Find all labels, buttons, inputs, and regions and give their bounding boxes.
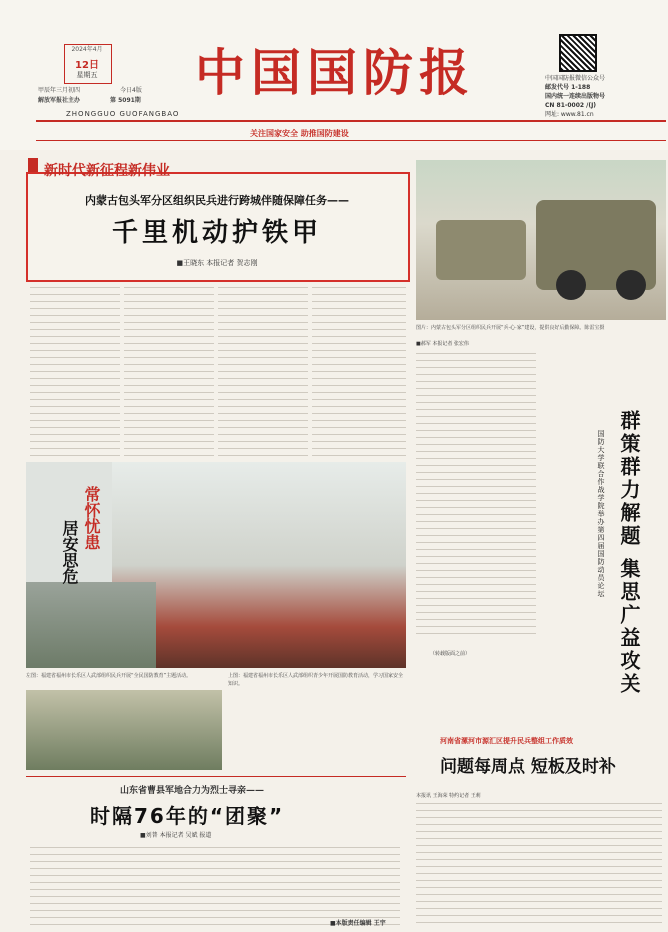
wechat-label: 中国国防报微信公众号 bbox=[545, 75, 606, 82]
side-title: 群策群力解题 集思广益攻关 bbox=[617, 410, 641, 696]
article-column-3 bbox=[218, 284, 308, 456]
side-note: （转载版面之前） bbox=[430, 651, 471, 657]
issue-number: 第 5091期 bbox=[110, 97, 141, 104]
banner-flag-icon bbox=[28, 158, 38, 172]
date-year: 2024年4月 bbox=[71, 46, 103, 53]
masthead-info bbox=[545, 74, 663, 119]
bottom-right-headline: 问题每周点 短板及时补 bbox=[440, 757, 616, 777]
date-week: 星期五 bbox=[76, 71, 98, 79]
vertical-title-1: 常怀忧患 bbox=[82, 486, 101, 550]
newspaper-title: 中国国防报 bbox=[195, 43, 475, 102]
website: 网址: www.81.cn bbox=[545, 111, 594, 118]
editor-credit: ■本版责任编辑 王宇 bbox=[330, 920, 386, 927]
wheel-icon bbox=[616, 270, 646, 300]
qr-code-icon bbox=[559, 34, 597, 72]
edition-text: 甲辰年三月初四 bbox=[38, 87, 81, 94]
section-rule bbox=[36, 140, 666, 141]
masthead-rule bbox=[36, 120, 666, 122]
bottom-left-subhead: 山东省曹县军地合力为烈士寻亲—— bbox=[120, 786, 265, 796]
vehicle-photo bbox=[416, 160, 666, 320]
militia-photo bbox=[26, 690, 222, 770]
date-day: 12日 bbox=[75, 60, 99, 71]
bottom-rule bbox=[26, 776, 406, 777]
pages-text: 今日4版 bbox=[120, 87, 142, 94]
cn-number: CN 81-0002 /(J) bbox=[545, 102, 597, 109]
vehicle-1 bbox=[436, 220, 526, 280]
newspaper-pinyin: ZHONGGUO GUOFANGBAO bbox=[66, 110, 180, 118]
photo-caption-2: 上图：福建省福州市长乐区人武部组织青少年开展国防教育活动，学习国家安全知识。 bbox=[228, 673, 404, 687]
bottom-right-byline: 本报讯 王海荣 特约记者 王莉 bbox=[416, 793, 481, 799]
side-subtitle: 国防大学联合作战学院举办第四届国防动员论坛 bbox=[597, 430, 605, 598]
bottom-right-text bbox=[416, 800, 662, 926]
photo-caption-1: 左图：福建省福州市长乐区人武部组织民兵开展“全民国防教育”主题活动。 bbox=[26, 673, 192, 679]
issn-label: 国内统一连续出版物号 bbox=[545, 93, 606, 100]
vertical-title-2: 居安思危 bbox=[60, 520, 79, 584]
bottom-right-subhead: 河南省漯河市源汇区提升民兵整组工作质效 bbox=[440, 737, 573, 745]
feature-byline: ■王晓东 本报记者 贺志刚 bbox=[176, 259, 258, 267]
side-byline: ■郝军 本报记者 张宏伟 bbox=[416, 341, 469, 347]
slogan: 关注国家安全 助推国防建设 bbox=[250, 129, 349, 138]
publisher-text: 解放军报社主办 bbox=[38, 97, 81, 104]
article-column-2 bbox=[124, 284, 214, 456]
article-column-1 bbox=[30, 284, 120, 456]
soldiers-photo bbox=[26, 582, 156, 668]
feature-subhead: 内蒙古包头军分区组织民兵进行跨城伴随保障任务—— bbox=[85, 194, 349, 207]
postal-code: 邮发代号 1-188 bbox=[545, 84, 591, 91]
feature-banner: 新时代新征程新伟业 bbox=[44, 163, 170, 179]
side-article-text bbox=[416, 350, 536, 640]
students-photo bbox=[112, 462, 406, 668]
bottom-left-headline: 时隔76年的“团聚” bbox=[90, 804, 285, 828]
wheel-icon bbox=[556, 270, 586, 300]
feature-headline: 千里机动护铁甲 bbox=[111, 218, 322, 248]
vehicle-photo-caption: 图片：内蒙古包头军分区组织民兵开展“兵·心·家”建设，提供良好后勤保障。陈雷宝摄 bbox=[416, 325, 605, 331]
article-column-4 bbox=[312, 284, 406, 456]
bottom-left-byline: ■刘普 本报记者 吴斌 报道 bbox=[140, 832, 212, 839]
